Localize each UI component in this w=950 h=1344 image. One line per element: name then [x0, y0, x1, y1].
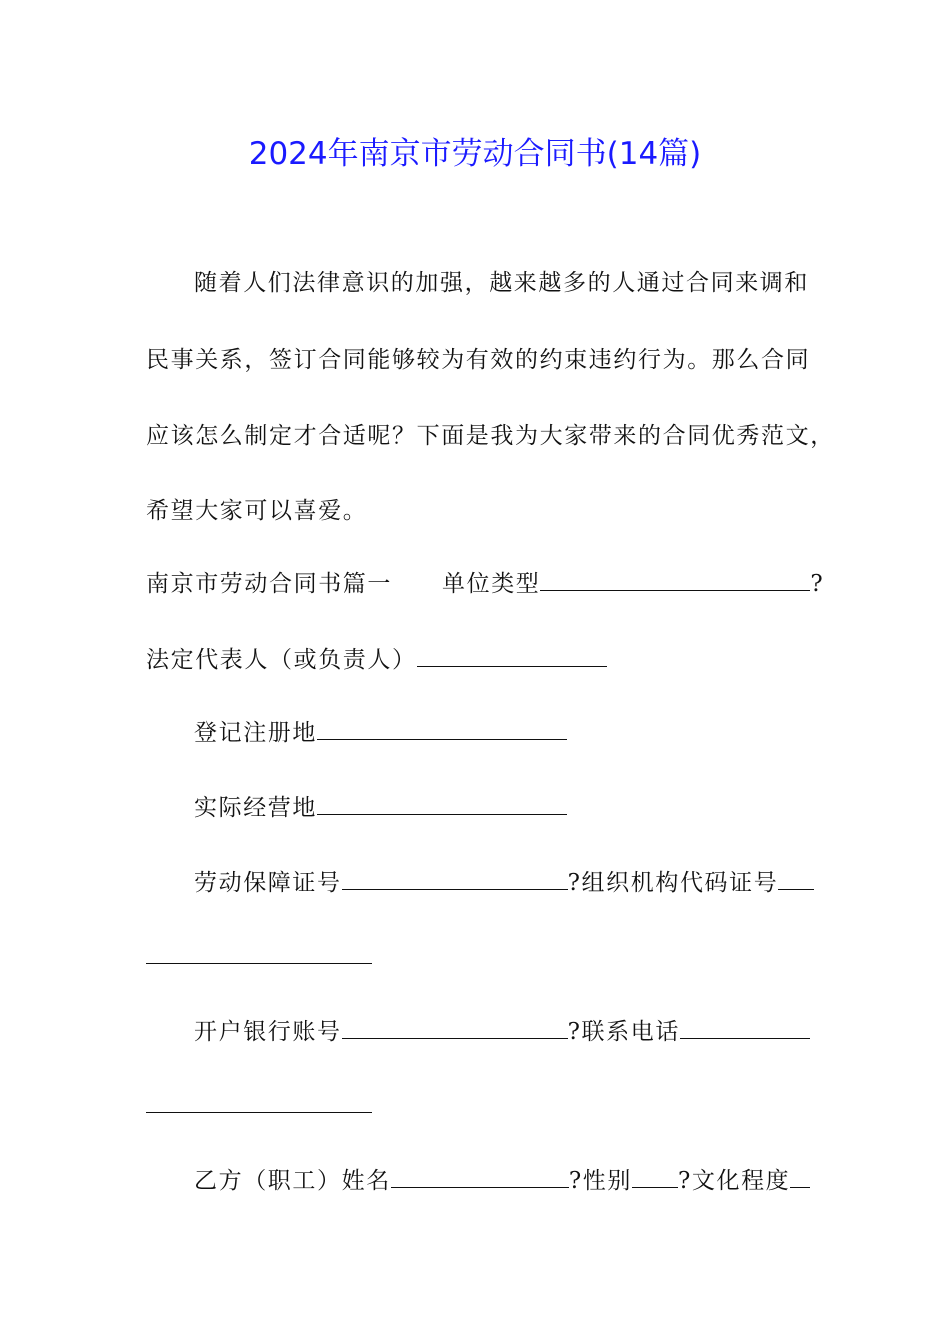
- intro-line-4: 希望大家可以喜爱。: [146, 498, 368, 524]
- org-code-continuation-row: [146, 942, 372, 972]
- legal-rep-row: [146, 645, 607, 675]
- employee-name-label: 乙方（职工）姓名: [194, 1168, 391, 1194]
- section-heading: 南京市劳动合同书篇一: [146, 571, 392, 597]
- unit-type-label: 单位类型: [442, 571, 541, 597]
- document-title: 2024年南京市劳动合同书(14篇): [248, 136, 702, 172]
- bank-account-blank: [342, 1018, 568, 1039]
- reg-address-row: [194, 718, 567, 748]
- unit-type-row: [146, 569, 824, 599]
- unit-type-blank: [540, 570, 810, 591]
- intro-line-3: 应该怎么制定才合适呢？下面是我为大家带来的合同优秀范文，: [146, 423, 835, 449]
- legal-rep-blank: [417, 646, 607, 667]
- labor-cert-blank: [342, 869, 568, 890]
- education-label: ?文化程度: [677, 1168, 791, 1194]
- phone-label: ?联系电话: [567, 1019, 680, 1045]
- employee-row: [194, 1166, 810, 1196]
- org-code-blank-continued: [146, 943, 372, 964]
- phone-blank: [680, 1018, 810, 1039]
- employee-name-blank: [391, 1167, 569, 1188]
- legal-rep-label: 法定代表人（或负责人）: [146, 647, 417, 673]
- reg-address-blank: [317, 719, 567, 740]
- actual-address-label: 实际经营地: [194, 795, 317, 821]
- unit-type-end: ?: [810, 571, 825, 597]
- actual-address-blank: [317, 794, 567, 815]
- phone-continuation-row: [146, 1091, 372, 1121]
- reg-address-label: 登记注册地: [194, 720, 317, 746]
- intro-line-2: 民事关系，签订合同能够较为有效的约束违约行为。那么合同: [146, 347, 811, 373]
- gender-label: ?性别: [568, 1168, 632, 1194]
- intro-line-1: 随着人们法律意识的加强，越来越多的人通过合同来调和: [194, 270, 809, 296]
- labor-cert-row: [194, 868, 814, 898]
- labor-cert-label: 劳动保障证号: [194, 870, 342, 896]
- org-code-blank: [778, 869, 814, 890]
- bank-account-label: 开户银行账号: [194, 1019, 342, 1045]
- org-code-label: ?组织机构代码证号: [567, 870, 779, 896]
- phone-blank-continued: [146, 1092, 372, 1113]
- education-blank: [790, 1167, 810, 1188]
- actual-address-row: [194, 793, 567, 823]
- bank-account-row: [194, 1017, 810, 1047]
- gender-blank: [632, 1167, 678, 1188]
